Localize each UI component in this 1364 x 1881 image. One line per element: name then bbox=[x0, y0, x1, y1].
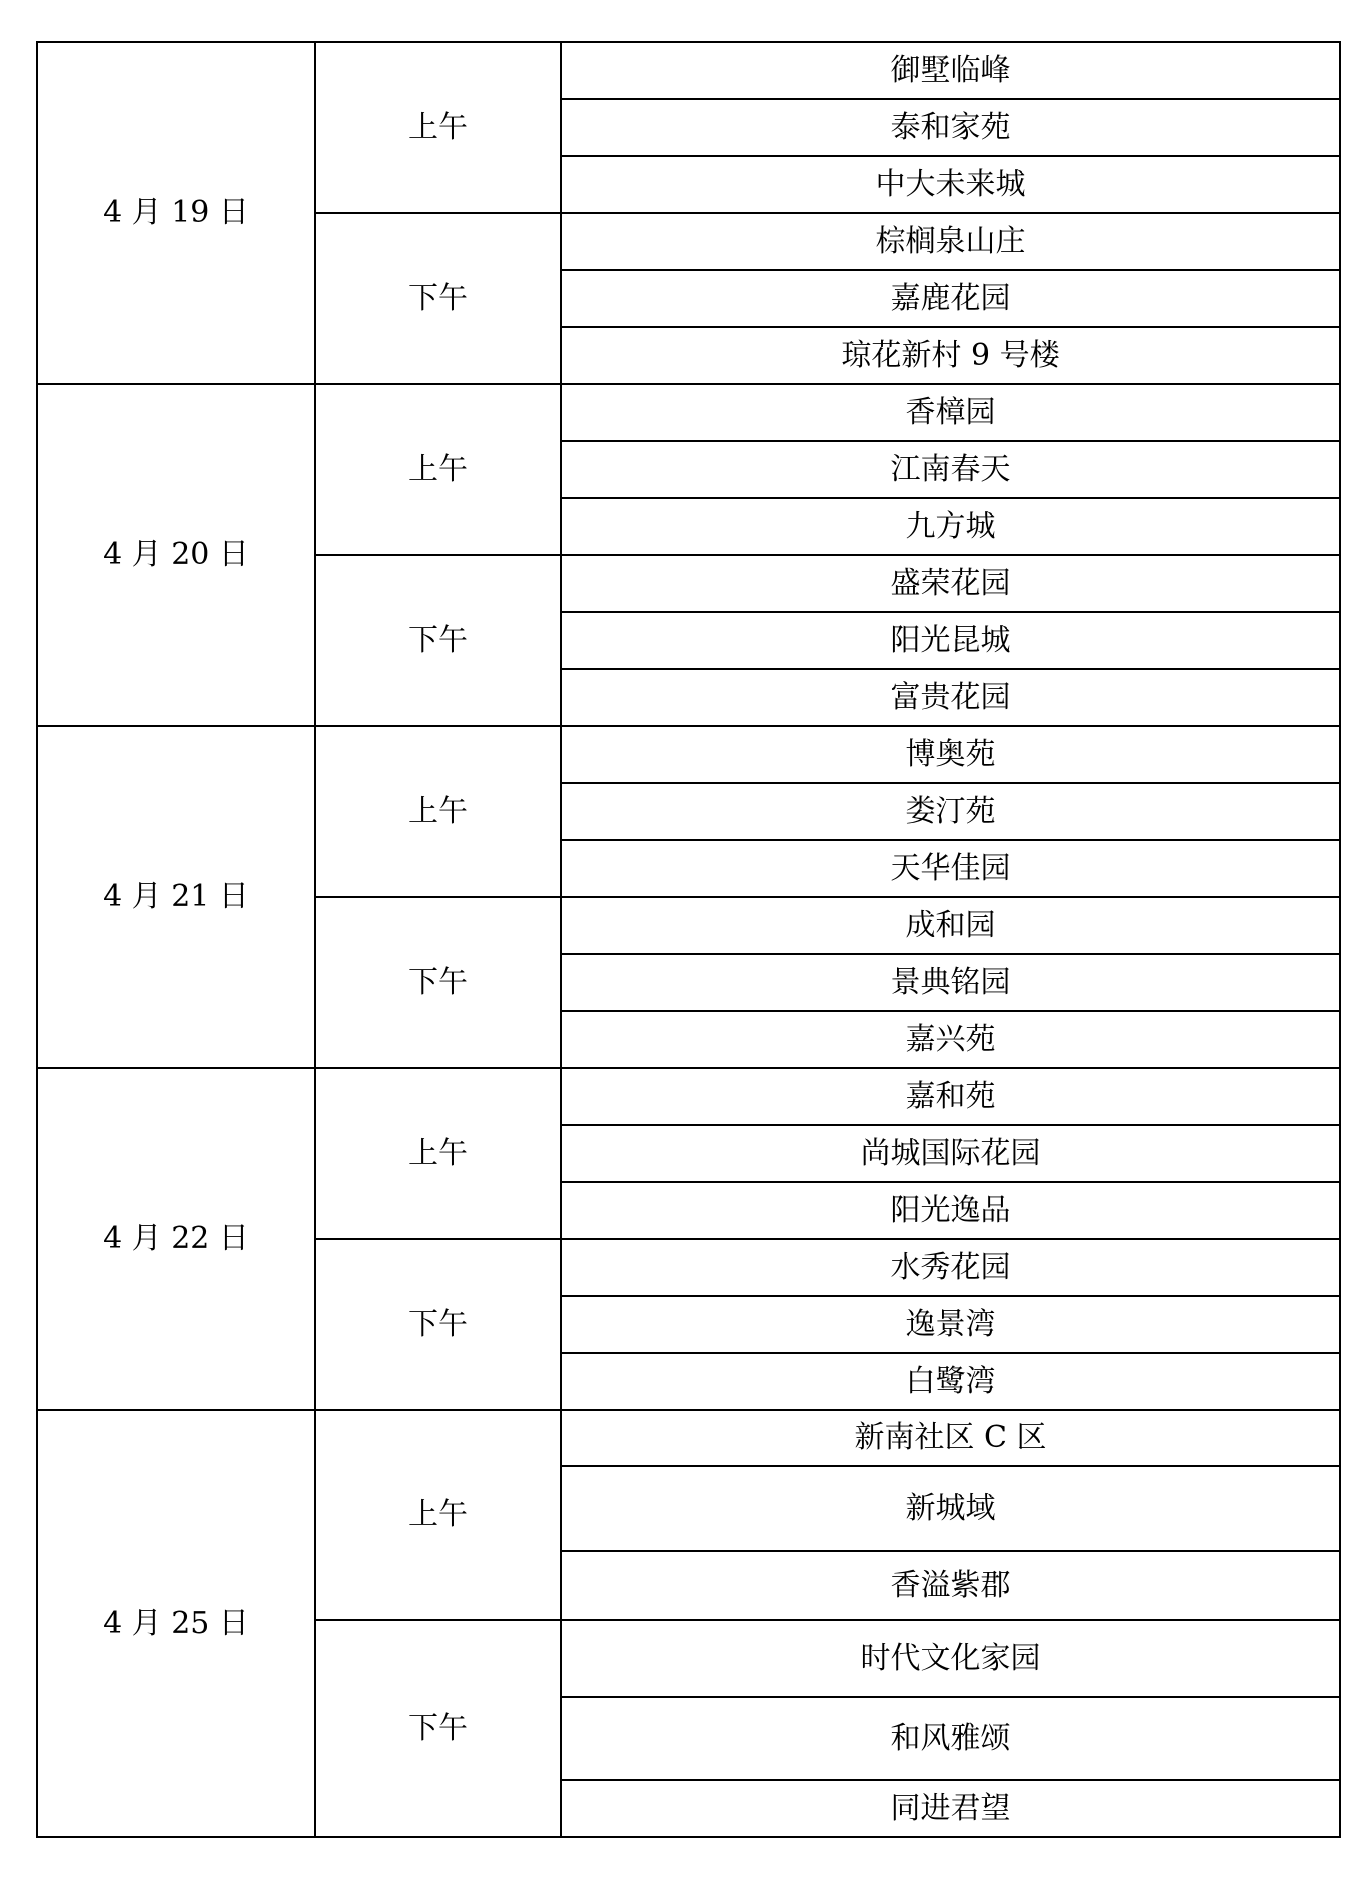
community-cell: 香溢紫郡 bbox=[561, 1551, 1340, 1620]
date-cell: 4 月 21 日 bbox=[37, 726, 315, 1068]
community-cell: 娄汀苑 bbox=[561, 783, 1340, 840]
community-cell: 天华佳园 bbox=[561, 840, 1340, 897]
schedule-table bbox=[36, 41, 1341, 1838]
schedule-row bbox=[37, 726, 1340, 783]
community-cell: 博奥苑 bbox=[561, 726, 1340, 783]
community-cell: 尚城国际花园 bbox=[561, 1125, 1340, 1182]
community-cell: 香樟园 bbox=[561, 384, 1340, 441]
community-cell: 琼花新村 9 号楼 bbox=[561, 327, 1340, 384]
community-cell: 阳光逸品 bbox=[561, 1182, 1340, 1239]
community-cell: 嘉和苑 bbox=[561, 1068, 1340, 1125]
community-cell: 富贵花园 bbox=[561, 669, 1340, 726]
period-cell: 上午 bbox=[315, 726, 561, 897]
community-cell: 江南春天 bbox=[561, 441, 1340, 498]
community-cell: 成和园 bbox=[561, 897, 1340, 954]
community-cell: 逸景湾 bbox=[561, 1296, 1340, 1353]
schedule-body bbox=[37, 42, 1340, 1837]
schedule-row bbox=[37, 1068, 1340, 1125]
community-cell: 嘉兴苑 bbox=[561, 1011, 1340, 1068]
schedule-row bbox=[37, 384, 1340, 441]
period-cell: 上午 bbox=[315, 42, 561, 213]
period-cell: 下午 bbox=[315, 213, 561, 384]
community-cell: 景典铭园 bbox=[561, 954, 1340, 1011]
community-cell: 盛荣花园 bbox=[561, 555, 1340, 612]
community-cell: 新城域 bbox=[561, 1466, 1340, 1551]
community-cell: 和风雅颂 bbox=[561, 1697, 1340, 1780]
date-cell: 4 月 19 日 bbox=[37, 42, 315, 384]
community-cell: 嘉鹿花园 bbox=[561, 270, 1340, 327]
community-cell: 同进君望 bbox=[561, 1780, 1340, 1837]
period-cell: 下午 bbox=[315, 1620, 561, 1837]
community-cell: 御墅临峰 bbox=[561, 42, 1340, 99]
period-cell: 下午 bbox=[315, 1239, 561, 1410]
community-cell: 棕榈泉山庄 bbox=[561, 213, 1340, 270]
period-cell: 下午 bbox=[315, 897, 561, 1068]
community-cell: 九方城 bbox=[561, 498, 1340, 555]
community-cell: 泰和家苑 bbox=[561, 99, 1340, 156]
period-cell: 上午 bbox=[315, 1068, 561, 1239]
date-cell: 4 月 25 日 bbox=[37, 1410, 315, 1837]
date-cell: 4 月 20 日 bbox=[37, 384, 315, 726]
community-cell: 白鹭湾 bbox=[561, 1353, 1340, 1410]
period-cell: 上午 bbox=[315, 1410, 561, 1620]
community-cell: 中大未来城 bbox=[561, 156, 1340, 213]
date-cell: 4 月 22 日 bbox=[37, 1068, 315, 1410]
community-cell: 新南社区 C 区 bbox=[561, 1410, 1340, 1466]
schedule-row bbox=[37, 42, 1340, 99]
community-cell: 时代文化家园 bbox=[561, 1620, 1340, 1697]
schedule-row bbox=[37, 1410, 1340, 1466]
period-cell: 下午 bbox=[315, 555, 561, 726]
period-cell: 上午 bbox=[315, 384, 561, 555]
community-cell: 水秀花园 bbox=[561, 1239, 1340, 1296]
community-cell: 阳光昆城 bbox=[561, 612, 1340, 669]
